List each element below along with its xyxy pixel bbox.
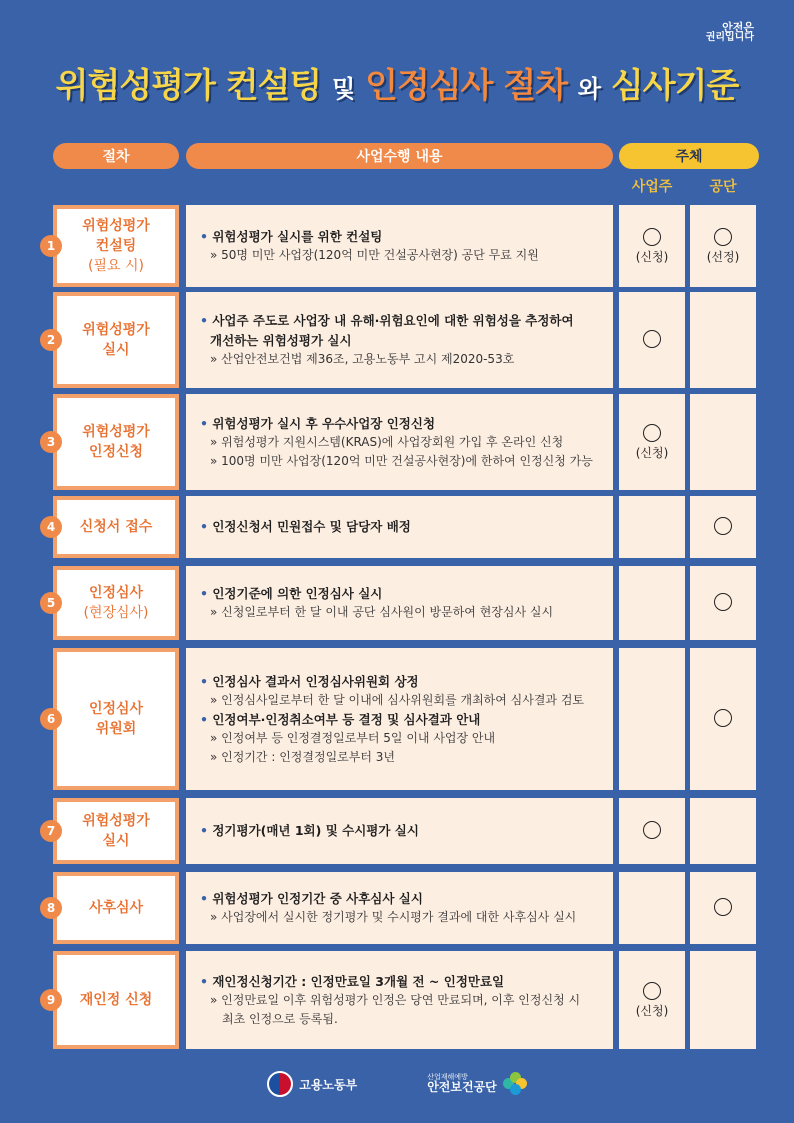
task-main-item: • 인정여부·인정취소여부 등 결정 및 심사결과 안내 [200, 710, 601, 729]
circle-mark-icon [714, 593, 732, 611]
header-actor-business: 사업주 [631, 179, 673, 195]
title-conj2: 와 [577, 75, 601, 103]
clover-icon [503, 1072, 527, 1096]
header-actor: 주체 [619, 143, 759, 169]
step-name-line: 사후심사 [88, 899, 144, 916]
actor-cell-agency [690, 872, 756, 944]
agency-name: 안전보건공단 [427, 1080, 497, 1095]
task-main-item: • 위험성평가 실시를 위한 컨설팅 [200, 227, 601, 246]
task-main-item: 개선하는 위험성평가 실시 [210, 332, 352, 348]
title-part3: 심사기준 [610, 66, 739, 106]
actor-cell-agency [690, 566, 756, 640]
circle-mark-icon [643, 330, 661, 348]
title-part1: 위험성평가 컨설팅 [55, 66, 322, 106]
actor-cell-business [619, 205, 685, 287]
step-number-badge: 3 [40, 431, 62, 453]
header-step: 절차 [53, 143, 179, 169]
actor-note: (신청) [635, 249, 669, 264]
step-name-note: (필요 시) [88, 258, 144, 275]
task-sub-item: 최초 인정으로 등록됨. [222, 1011, 338, 1026]
actor-cell-agency [690, 496, 756, 558]
task-main-item: • 사업주 주도로 사업장 내 유해·위험요인에 대한 위험성을 추정하여 [200, 311, 601, 330]
ministry-name: 고용노동부 [299, 1077, 358, 1092]
step-name-note: (현장심사) [83, 605, 149, 621]
step-name-box [53, 292, 179, 388]
footer [0, 1064, 794, 1104]
step-name-box [53, 205, 179, 287]
task-main-item: • 인정신청서 민원접수 및 담당자 배정 [200, 517, 601, 536]
step-name-box [53, 648, 179, 790]
task-description [186, 798, 613, 864]
step-name-box [53, 566, 179, 640]
task-sub-item: » 인정여부 등 인정결정일로부터 5일 이내 사업장 안내 [200, 729, 601, 748]
task-main-item: • 인정심사 결과서 인정심사위원회 상정 [200, 672, 601, 691]
step-name-line: 위험성평가 [82, 423, 150, 440]
step-number-badge: 6 [40, 708, 62, 730]
step-number-badge: 2 [40, 329, 62, 351]
actor-note: (신청) [635, 445, 669, 460]
task-sub-item: » 인정기간 : 인정결정일로부터 3년 [200, 748, 601, 767]
title-conj1: 및 [332, 75, 355, 103]
step-name-box [53, 394, 179, 490]
brand-slogan-line2: 권리입니다 [705, 32, 754, 43]
step-name-line: 재인정 신청 [79, 991, 153, 1008]
step-name-box [53, 798, 179, 864]
step-name-line: 위원회 [95, 721, 137, 737]
step-name-line: 신청서 접수 [79, 518, 153, 535]
page-title [0, 58, 794, 107]
task-description [186, 648, 613, 790]
actor-cell-agency [690, 648, 756, 790]
actor-cell-business [619, 292, 685, 388]
task-main-item: • 위험성평가 실시 후 우수사업장 인정신청 [200, 414, 601, 433]
step-name-line: 인정심사 [88, 700, 144, 717]
step-name-line: 위험성평가 [82, 321, 150, 338]
agency-name-block [427, 1074, 497, 1095]
task-sub-item: » 사업장에서 실시한 정기평가 및 수시평가 결과에 대한 사후심사 실시 [200, 908, 601, 927]
step-name-line: 위험성평가 [82, 217, 150, 234]
task-sub-item: » 100명 미만 사업장(120억 미만 건설공사현장)에 한하여 인정신청 가능 [200, 452, 601, 471]
step-name-line: 컨설팅 [95, 237, 137, 254]
actor-note: (신청) [635, 1003, 669, 1018]
brand-slogan-line1: 안전은 [722, 21, 754, 34]
title-part2: 인정심사 절차 [365, 66, 568, 106]
step-name-line: 인정신청 [88, 444, 144, 460]
actor-note: (선정) [706, 249, 740, 264]
actor-cell-agency [690, 394, 756, 490]
circle-mark-icon [714, 517, 732, 535]
actor-cell-business [619, 496, 685, 558]
task-description [186, 566, 613, 640]
step-name-line: 실시 [102, 833, 130, 849]
brand-slogan [692, 22, 754, 43]
step-name-line: 위험성평가 [82, 812, 150, 829]
step-number-badge: 4 [40, 516, 62, 538]
task-sub-item: » 신청일로부터 한 달 이내 공단 심사원이 방문하여 현장심사 실시 [200, 603, 601, 622]
task-sub-item: » 인정만료일 이후 위험성평가 인정은 당연 만료되며, 이후 인정신청 시 [200, 991, 601, 1010]
task-main-item: • 위험성평가 인정기간 중 사후심사 실시 [200, 889, 601, 908]
actor-cell-business [619, 872, 685, 944]
actor-cell-agency [690, 292, 756, 388]
task-description [186, 394, 613, 490]
step-number-badge: 1 [40, 235, 62, 257]
circle-mark-icon [643, 821, 661, 839]
task-description [186, 496, 613, 558]
actor-cell-agency [690, 951, 756, 1049]
task-description [186, 951, 613, 1049]
step-name-line: 실시 [102, 342, 130, 358]
circle-mark-icon [714, 898, 732, 916]
circle-mark-icon [643, 424, 661, 442]
actor-cell-business [619, 648, 685, 790]
circle-mark-icon [643, 982, 661, 1000]
actor-cell-agency [690, 798, 756, 864]
agency-small-label: 산업재해예방 [427, 1072, 468, 1081]
task-sub-item: » 위험성평가 지원시스템(KRAS)에 사업장회원 가입 후 온라인 신청 [200, 433, 601, 452]
task-description [186, 292, 613, 388]
step-number-badge: 9 [40, 989, 62, 1011]
step-name-box [53, 951, 179, 1049]
step-name-box [53, 872, 179, 944]
step-number-badge: 5 [40, 592, 62, 614]
step-name-box [53, 496, 179, 558]
circle-mark-icon [714, 709, 732, 727]
agency-logo [427, 1072, 527, 1096]
ministry-logo [267, 1071, 357, 1097]
taegeuk-icon [267, 1071, 293, 1097]
task-sub-item: » 산업안전보건법 제36조, 고용노동부 고시 제2020-53호 [200, 350, 601, 369]
step-number-badge: 8 [40, 897, 62, 919]
header-actor-agency: 공단 [709, 179, 737, 195]
step-number-badge: 7 [40, 820, 62, 842]
task-main-item: • 인정기준에 의한 인정심사 실시 [200, 584, 601, 603]
header-content: 사업수행 내용 [186, 143, 613, 169]
circle-mark-icon [714, 228, 732, 246]
task-description [186, 872, 613, 944]
actor-cell-business [619, 394, 685, 490]
task-description [186, 205, 613, 287]
task-sub-item: » 50명 미만 사업장(120억 미만 건설공사현장) 공단 무료 지원 [200, 246, 601, 265]
actor-cell-business [619, 798, 685, 864]
circle-mark-icon [643, 228, 661, 246]
task-main-item: • 재인정신청기간 : 인정만료일 3개월 전 ~ 인정만료일 [200, 972, 601, 991]
task-main-item: • 정기평가(매년 1회) 및 수시평가 실시 [200, 821, 601, 840]
actor-cell-agency [690, 205, 756, 287]
actor-cell-business [619, 951, 685, 1049]
actor-cell-business [619, 566, 685, 640]
step-name-line: 인정심사 [88, 584, 144, 601]
task-sub-item: » 인정심사일로부터 한 달 이내에 심사위원회를 개최하여 심사결과 검토 [200, 691, 601, 710]
